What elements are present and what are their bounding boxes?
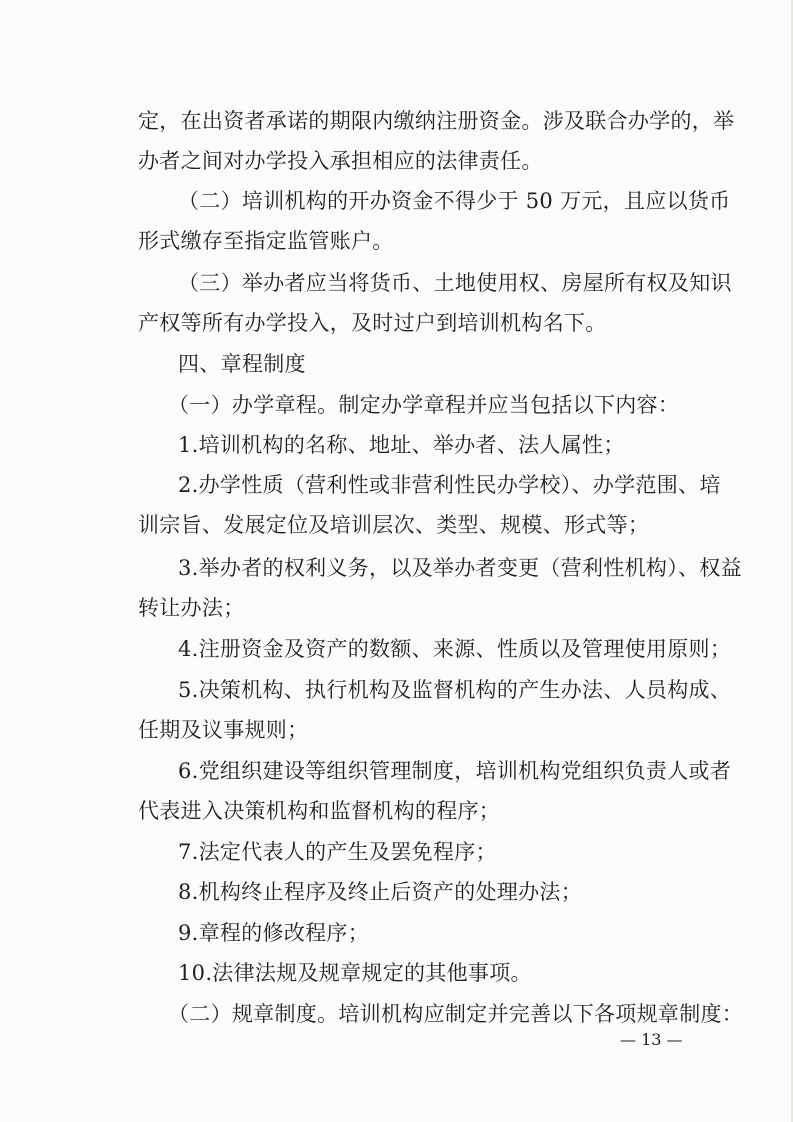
list-item: 8.机构终止程序及终止后资产的处理办法；: [178, 880, 583, 904]
list-item: 7.法定代表人的产生及罢免程序；: [178, 840, 497, 864]
page-number: — 13 —: [620, 1030, 683, 1049]
text-line: 代表进入决策机构和监督机构的程序；: [138, 799, 501, 823]
list-item: 5.决策机构、执行机构及监督机构的产生办法、人员构成、: [178, 678, 732, 702]
text-line: （二）培训机构的开办资金不得少于 50 万元，且应以货币: [178, 189, 731, 213]
list-item: 4.注册资金及资产的数额、来源、性质以及管理使用原则；: [178, 637, 732, 661]
text-line: （一）办学章程。制定办学章程并应当包括以下内容：: [168, 393, 680, 417]
list-item: 3.举办者的权利义务，以及举办者变更（营利性机构）、权益: [178, 556, 742, 580]
list-item: 10.法律法规及规章规定的其他事项。: [178, 961, 532, 985]
list-item: 1.培训机构的名称、地址、举办者、法人属性；: [178, 433, 625, 457]
text-line: 产权等所有办学投入，及时过户到培训机构名下。: [138, 311, 607, 335]
text-line: 转让办法；: [138, 596, 245, 620]
list-item: 6.党组织建设等组织管理制度，培训机构党组织负责人或者: [178, 759, 732, 783]
list-item: 9.章程的修改程序；: [178, 921, 370, 945]
text-line: 办者之间对办学投入承担相应的法律责任。: [138, 149, 543, 173]
text-line: 形式缴存至指定监管账户。: [138, 229, 394, 253]
text-line: （二）规章制度。培训机构应制定并完善以下各项规章制度：: [168, 1002, 744, 1026]
text-line: 定，在出资者承诺的期限内缴纳注册资金。涉及联合办学的，举: [138, 109, 735, 133]
text-line: 训宗旨、发展定位及培训层次、类型、规模、形式等；: [138, 513, 650, 537]
list-item: 2.办学性质（营利性或非营利性民办学校）、办学范围、培: [178, 473, 721, 497]
text-line: 任期及议事规则；: [138, 718, 309, 742]
section-heading: 四、章程制度: [178, 352, 306, 376]
text-line: （三）举办者应当将货币、土地使用权、房屋所有权及知识: [178, 271, 732, 295]
